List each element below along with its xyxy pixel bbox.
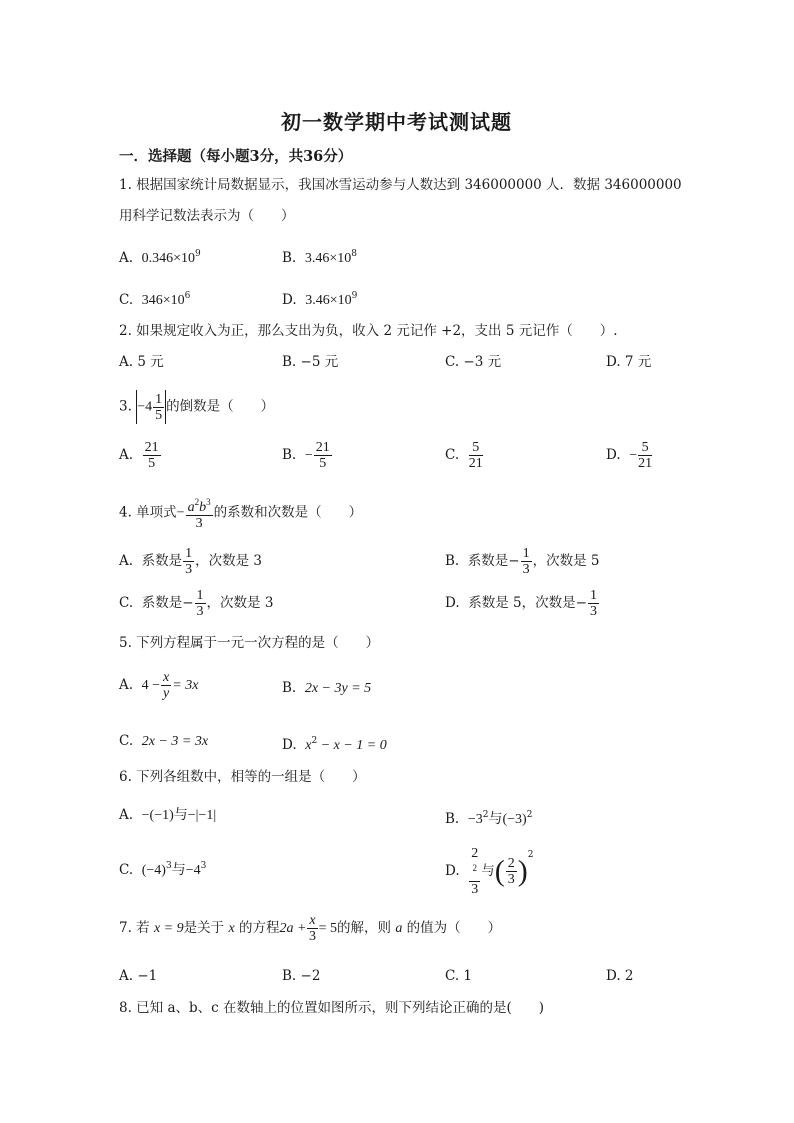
section-heading: 一．选择题（每小题3分，共36分） [119,148,353,165]
q6-option-d: D. 2 $^2$ 3 与( $\frac{2}{3}$ )$^2$ [445,846,534,897]
q5-option-d: D. $x^2 - x - 1 = 0$ [282,736,387,753]
q2-option-a: A. 5 元 [119,354,164,370]
q4-option-c: C. 系数是− $\frac{1}{3}$ ，次数是 3 [119,588,274,619]
page-title: 初一数学期中考试测试题 [281,110,512,134]
q7-option-d: D. 2 [606,968,634,984]
q3-option-b: B. − $\frac{21}{5}$ [282,440,330,471]
q5-option-a: A. 4 − $\frac{x}{y}$ = 3x [119,670,199,701]
question-3: 3. −4 $\frac{1}{5}$ 的倒数是（ ） [119,391,275,423]
q3-fraction: $\frac{1}{5}$ [155,391,163,423]
q4-monomial: $\frac{a^2b^3}{3}$ [187,497,211,531]
q6-option-c: C. $(-4)^3$与$-4^3$ [119,861,207,878]
question-1-line-1: 1. 根据国家统计局数据显示，我国冰雪运动参与人数达到 346000000 人．数据 346000000 [119,177,682,193]
q1-option-d: D. $3.46\times 10^9$ [282,291,358,308]
q5-option-c: C. 2x − 3 = 3x [119,733,209,749]
q2-option-b: B. −5 元 [282,354,339,370]
question-8: 8. 已知 a、b、c 在数轴上的位置如图所示，则下列结论正确的是( ) [119,1000,545,1016]
q4-option-d: D. 系数是 5，次数是− $\frac{1}{3}$ [445,588,597,619]
question-2: 2. 如果规定收入为正，那么支出为负，收入 2 元记作 +2，支出 5 元记作（ ）. [119,323,618,339]
q4-option-a: A. 系数是 $\frac{1}{3}$ ，次数是 3 [119,546,263,577]
question-5: 5. 下列方程属于一元一次方程的是（ ） [119,635,380,651]
q1-option-a: A. $0.346\times 10^9$ [119,249,201,266]
q3-option-d: D. − $\frac{5}{21}$ [606,440,653,471]
question-1-line-2: 用科学记数法表示为（ ） [119,208,295,224]
q5-option-b: B. 2x − 3y = 5 [282,680,372,696]
question-4: 4. 单项式− $\frac{a^2b^3}{3}$ 的系数和次数是（ ） [119,497,363,531]
question-7: 7. 若 x = 9是关于 x 的方程2a + $\frac{x}{3}$ = 5的解，则 a 的值为（ ） [119,913,502,944]
q1-option-b: B. $3.46\times 10^8$ [282,249,357,266]
q3-option-a: A. $\frac{21}{5}$ [119,440,159,471]
q1-option-c: C. $346\times 10^6$ [119,291,191,308]
q2-option-d: D. 7 元 [606,354,652,370]
q7-option-c: C. 1 [445,968,473,984]
q7-option-a: A. −1 [119,968,158,984]
q3-option-c: C. $\frac{5}{21}$ [445,440,483,471]
q6-option-b: B. $-3^2$与$(-3)^2$ [445,810,533,827]
q2-option-c: C. −3 元 [445,354,502,370]
q4-option-b: B. 系数是− $\frac{1}{3}$ ，次数是 5 [445,546,600,577]
question-6: 6. 下列各组数中，相等的一组是（ ） [119,769,366,785]
q6-option-a: A. −(−1)与−|−1| [119,807,217,823]
q7-option-b: B. −2 [282,968,321,984]
